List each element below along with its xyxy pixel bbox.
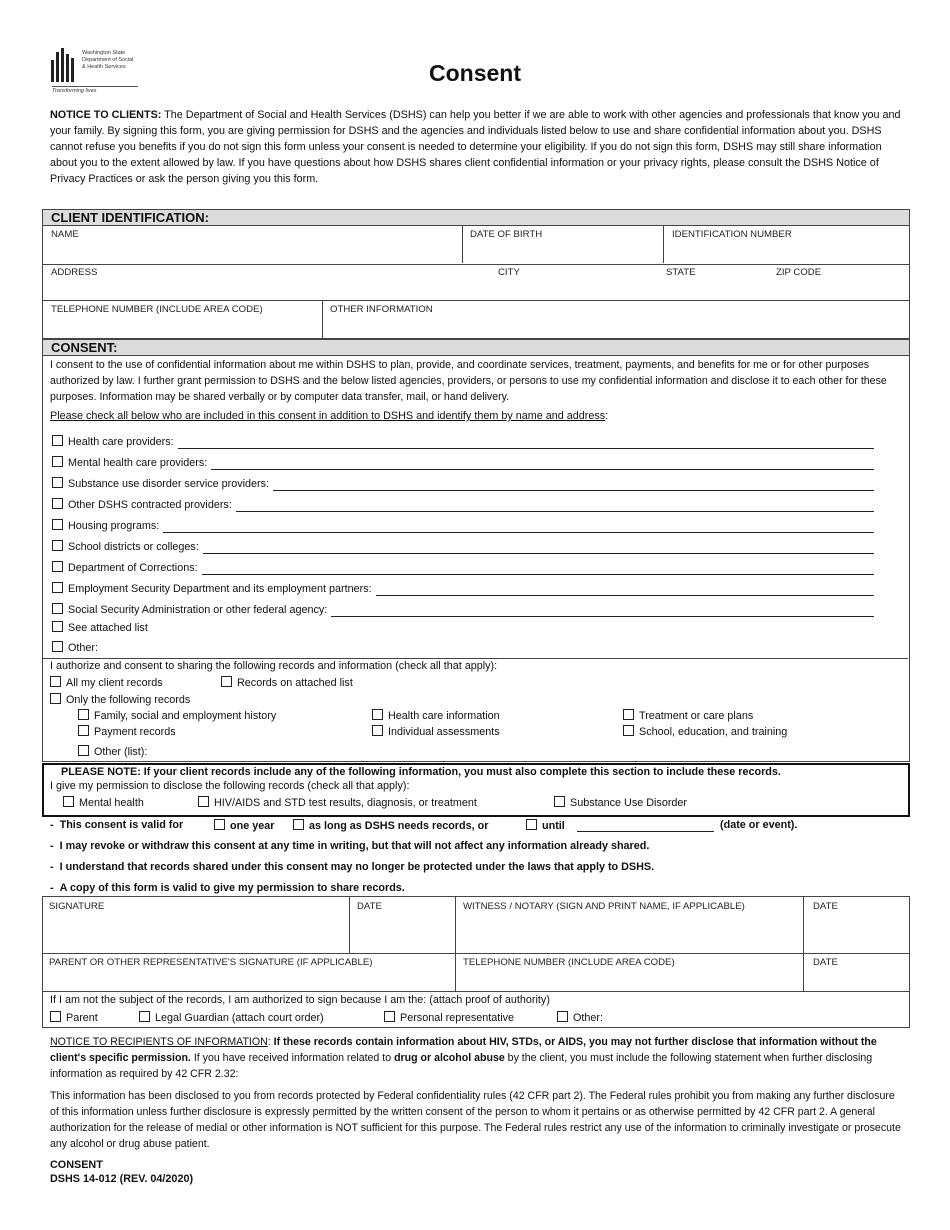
name-label: NAME (51, 229, 79, 240)
date3-label: DATE (813, 957, 838, 968)
payment-label: Payment records (94, 726, 176, 738)
city-label: CITY (498, 267, 520, 278)
provider-label: School districts or colleges: (68, 541, 199, 553)
recipients-bold1: If these records contain information about HIV, STDs, or AIDS, you may not further disclose that information without the client's specific permission. (50, 1036, 877, 1064)
until-label: until (542, 820, 565, 832)
bullet-dash: - (50, 819, 54, 831)
other-list-checkbox[interactable] (78, 745, 89, 756)
assessments-option[interactable] (372, 725, 500, 738)
provider-checkbox[interactable] (52, 641, 63, 652)
provider-checkbox[interactable] (52, 582, 63, 593)
state-label: STATE (666, 267, 696, 278)
until-date-field[interactable] (577, 831, 714, 832)
all-records-checkbox[interactable] (50, 676, 61, 687)
date1-label: DATE (357, 901, 382, 912)
recipients-colon: : (267, 1036, 271, 1048)
provider-label: Health care providers: (68, 436, 174, 448)
notice-label: NOTICE TO CLIENTS: (50, 109, 162, 121)
logo-line: Department of Social (82, 57, 134, 63)
provider-name-field[interactable] (202, 574, 874, 575)
as-long-checkbox[interactable] (293, 819, 304, 830)
one-year-option[interactable] (214, 819, 274, 832)
other-info-label: OTHER INFORMATION (330, 304, 433, 315)
other-authority-label: Other: (573, 1012, 604, 1024)
provider-name-field[interactable] (163, 532, 874, 533)
hiv-label: HIV/AIDS and STD test results, diagnosis, or treatment (214, 797, 477, 809)
logo-line: & Health Services (82, 64, 126, 70)
understand-text: I understand that records shared under this consent may no longer be protected under the laws that apply to DSHS. (59, 861, 655, 873)
bullet-dash: - (50, 840, 54, 852)
only-records-checkbox[interactable] (50, 693, 61, 704)
bullet-dash: - (50, 882, 54, 894)
provider-option[interactable] (52, 641, 98, 654)
date2-label: DATE (813, 901, 838, 912)
provider-label: Housing programs: (68, 520, 160, 532)
page-title: Consent (429, 60, 521, 86)
footer-form-number: DSHS 14-012 (REV. 04/2020) (50, 1173, 194, 1185)
health-checkbox[interactable] (372, 709, 383, 720)
bullet-dash: - (50, 861, 54, 873)
attached-records-checkbox[interactable] (221, 676, 232, 687)
treatment-checkbox[interactable] (623, 709, 634, 720)
hiv-option[interactable] (198, 796, 477, 809)
as-long-option[interactable] (293, 819, 488, 832)
treatment-option[interactable] (623, 709, 753, 722)
provider-label: Social Security Administration or other federal agency: (68, 604, 328, 616)
all-records-label: All my client records (66, 677, 163, 689)
copy-text: A copy of this form is valid to give my permission to share records. (59, 882, 405, 894)
provider-name-field[interactable] (273, 490, 874, 491)
provider-option[interactable] (52, 456, 207, 469)
validity-line (50, 819, 183, 831)
mental-health-checkbox[interactable] (63, 796, 74, 807)
client-identification-header: CLIENT IDENTIFICATION: (43, 210, 909, 226)
other-authority-option[interactable] (557, 1011, 603, 1024)
provider-name-field[interactable] (178, 448, 874, 449)
one-year-label: one year (230, 820, 275, 832)
provider-name-field[interactable] (376, 595, 874, 596)
provider-label: Mental health care providers: (68, 457, 208, 469)
attached-records-label: Records on attached list (237, 677, 353, 689)
assessments-label: Individual assessments (388, 726, 500, 738)
until-checkbox[interactable] (526, 819, 537, 830)
parent-checkbox[interactable] (50, 1011, 61, 1022)
parent-option[interactable] (50, 1011, 98, 1024)
provider-label: Department of Corrections: (68, 562, 198, 574)
provider-checkbox[interactable] (52, 456, 63, 467)
provider-label: Employment Security Department and its employment partners: (68, 583, 372, 595)
consent-header: CONSENT: (43, 340, 909, 356)
parent-signature-label: PARENT OR OTHER REPRESENTATIVE'S SIGNATURE (IF APPLICABLE) (49, 957, 373, 968)
school-checkbox[interactable] (623, 725, 634, 736)
all-records-option[interactable] (50, 676, 163, 689)
dob-label: DATE OF BIRTH (470, 229, 543, 240)
notice-to-clients (50, 107, 910, 187)
one-year-checkbox[interactable] (214, 819, 225, 830)
payment-checkbox[interactable] (78, 725, 89, 736)
personal-rep-option[interactable] (384, 1011, 514, 1024)
provider-checkbox[interactable] (52, 540, 63, 551)
witness-label: WITNESS / NOTARY (SIGN AND PRINT NAME, IF APPLICABLE) (463, 901, 745, 912)
provider-option[interactable] (52, 519, 159, 532)
sud-option[interactable] (554, 796, 687, 809)
zip-label: ZIP CODE (776, 267, 822, 278)
provider-checkbox[interactable] (52, 603, 63, 614)
family-checkbox[interactable] (78, 709, 89, 720)
school-option[interactable] (623, 725, 787, 738)
personal-rep-checkbox[interactable] (384, 1011, 395, 1022)
revoke-text: I may revoke or withdraw this consent at any time in writing, but that will not affect any information already shared. (59, 840, 650, 852)
provider-option[interactable] (52, 582, 372, 595)
revoke-line (50, 840, 649, 852)
valid-for-text: This consent is valid for (59, 819, 184, 831)
provider-checkbox[interactable] (52, 561, 63, 572)
recipients-bold2: drug or alcohol abuse (394, 1052, 505, 1064)
mental-health-option[interactable] (63, 796, 144, 809)
form-footer (50, 1158, 193, 1186)
provider-option[interactable] (52, 603, 327, 616)
other-authority-checkbox[interactable] (557, 1011, 568, 1022)
only-records-option[interactable] (50, 693, 190, 706)
copy-line (50, 882, 405, 894)
signature-label: SIGNATURE (49, 901, 105, 912)
provider-label: Substance use disorder service providers: (68, 478, 270, 490)
recipients-text1: If you have received information related to (190, 1052, 395, 1064)
health-label: Health care information (388, 710, 500, 722)
sud-label: Substance Use Disorder (570, 797, 688, 809)
notice-to-recipients (50, 1034, 906, 1082)
date-event-label: (date or event). (720, 819, 798, 831)
notice-text: The Department of Social and Health Services (DSHS) can help you better if we are able to work with other agencies and professionals that know you and your family. By signing this form, you are giving permission for DSHS and the agencies and individuals listed below to use and share confidential information about you. DSHS cannot refuse you benefits if you do not sign this form unless your consent is needed to determine your eligibility. If you do not sign this form, DSHS may still share information about you to the extent allowed by law. If you have questions about how DSHS shares client confidential information or your privacy rights, please consult the DSHS Notice of Privacy Practices or ask the person giving you this form. (50, 109, 901, 185)
client-identification-section (42, 209, 910, 339)
please-note-title: PLEASE NOTE: If your client records include any of the following information, you must also complete this section to include these records. (61, 766, 781, 778)
provider-checkbox[interactable] (52, 477, 63, 488)
provider-option[interactable] (52, 561, 198, 574)
treatment-label: Treatment or care plans (639, 710, 754, 722)
provider-label: See attached list (68, 622, 148, 634)
mental-health-label: Mental health (79, 797, 144, 809)
other-list-option[interactable] (78, 745, 147, 758)
only-records-label: Only the following records (66, 694, 191, 706)
instruction-colon: : (605, 410, 609, 422)
authority-text: If I am not the subject of the records, I am authorized to sign because I am the: (attach proof of authority) (50, 994, 550, 1006)
provider-name-field[interactable] (211, 469, 874, 470)
records-intro: I authorize and consent to sharing the following records and information (check all that apply): (50, 660, 498, 672)
provider-checkbox[interactable] (52, 621, 63, 632)
hiv-checkbox[interactable] (198, 796, 209, 807)
id-number-label: IDENTIFICATION NUMBER (672, 229, 792, 240)
health-option[interactable] (372, 709, 500, 722)
other-list-label: Other (list): (94, 746, 148, 758)
signature-section (42, 896, 910, 1028)
attached-records-option[interactable] (221, 676, 353, 689)
provider-option[interactable] (52, 621, 148, 634)
address-label: ADDRESS (51, 267, 98, 278)
understand-line (50, 861, 654, 873)
instruction-text: Please check all below who are included in this consent in addition to DSHS and identify them by name and address (50, 410, 606, 422)
provider-name-field[interactable] (331, 616, 874, 617)
consent-instruction (50, 410, 608, 422)
school-label: School, education, and training (639, 726, 788, 738)
consent-text: I consent to the use of confidential information about me within DSHS to plan, provide, and coordinate services, treatment, payments, and benefits for me or for other purposes authorized by law. I further grant permission to DSHS and the below listed agencies, providers, or persons to use my confidential information and disclose it to each other for these purposes. Information may be shared verbally or by computer data transfer, mail, or hand delivery. (50, 359, 887, 403)
provider-option[interactable] (52, 498, 232, 511)
logo-line: Washington State (82, 50, 126, 56)
sud-checkbox[interactable] (554, 796, 565, 807)
federal-statement: This information has been disclosed to you from records protected by Federal confidentiality rules (42 CFR part 2). The Federal rules prohibit you from making any further disclosure of this information unless further disclosure is expressly permitted by the written consent of the person to whom it pertains or as otherwise permitted by 42 CFR part 2. A general authorization for the release of medial or other information is NOT sufficient for this purpose. The Federal rules restrict any use of the information to criminally investigate or prosecute any alcohol or drug abuse patient. (50, 1090, 901, 1150)
until-option[interactable] (526, 819, 565, 832)
guardian-checkbox[interactable] (139, 1011, 150, 1022)
provider-option[interactable] (52, 477, 269, 490)
telephone-label: TELEPHONE NUMBER (INCLUDE AREA CODE) (51, 304, 263, 315)
assessments-checkbox[interactable] (372, 725, 383, 736)
provider-label: Other DSHS contracted providers: (68, 499, 232, 511)
provider-checkbox[interactable] (52, 435, 63, 446)
guardian-label: Legal Guardian (attach court order) (155, 1012, 324, 1024)
as-long-label: as long as DSHS needs records, or (309, 820, 489, 832)
footer-form-name: CONSENT (50, 1159, 103, 1171)
rep-telephone-label: TELEPHONE NUMBER (INCLUDE AREA CODE) (463, 957, 675, 968)
provider-option[interactable] (52, 435, 174, 448)
provider-label: Other: (68, 642, 99, 654)
provider-name-field[interactable] (236, 511, 874, 512)
please-note-give: I give my permission to disclose the following records (check all that apply): (50, 780, 410, 792)
personal-rep-label: Personal representative (400, 1012, 515, 1024)
family-label: Family, social and employment history (94, 710, 277, 722)
logo-tagline: Transforming lives (52, 86, 138, 94)
family-option[interactable] (78, 709, 276, 722)
provider-name-field[interactable] (203, 553, 874, 554)
recipients-label: NOTICE TO RECIPIENTS OF INFORMATION (50, 1036, 268, 1048)
provider-checkbox[interactable] (52, 519, 63, 530)
payment-option[interactable] (78, 725, 176, 738)
parent-label: Parent (66, 1012, 98, 1024)
recipients-text2: by the client, you must include the following statement when further disclosing information as required by 42 CFR 2.32: (50, 1052, 873, 1080)
provider-option[interactable] (52, 540, 199, 553)
guardian-option[interactable] (139, 1011, 324, 1024)
provider-checkbox[interactable] (52, 498, 63, 509)
